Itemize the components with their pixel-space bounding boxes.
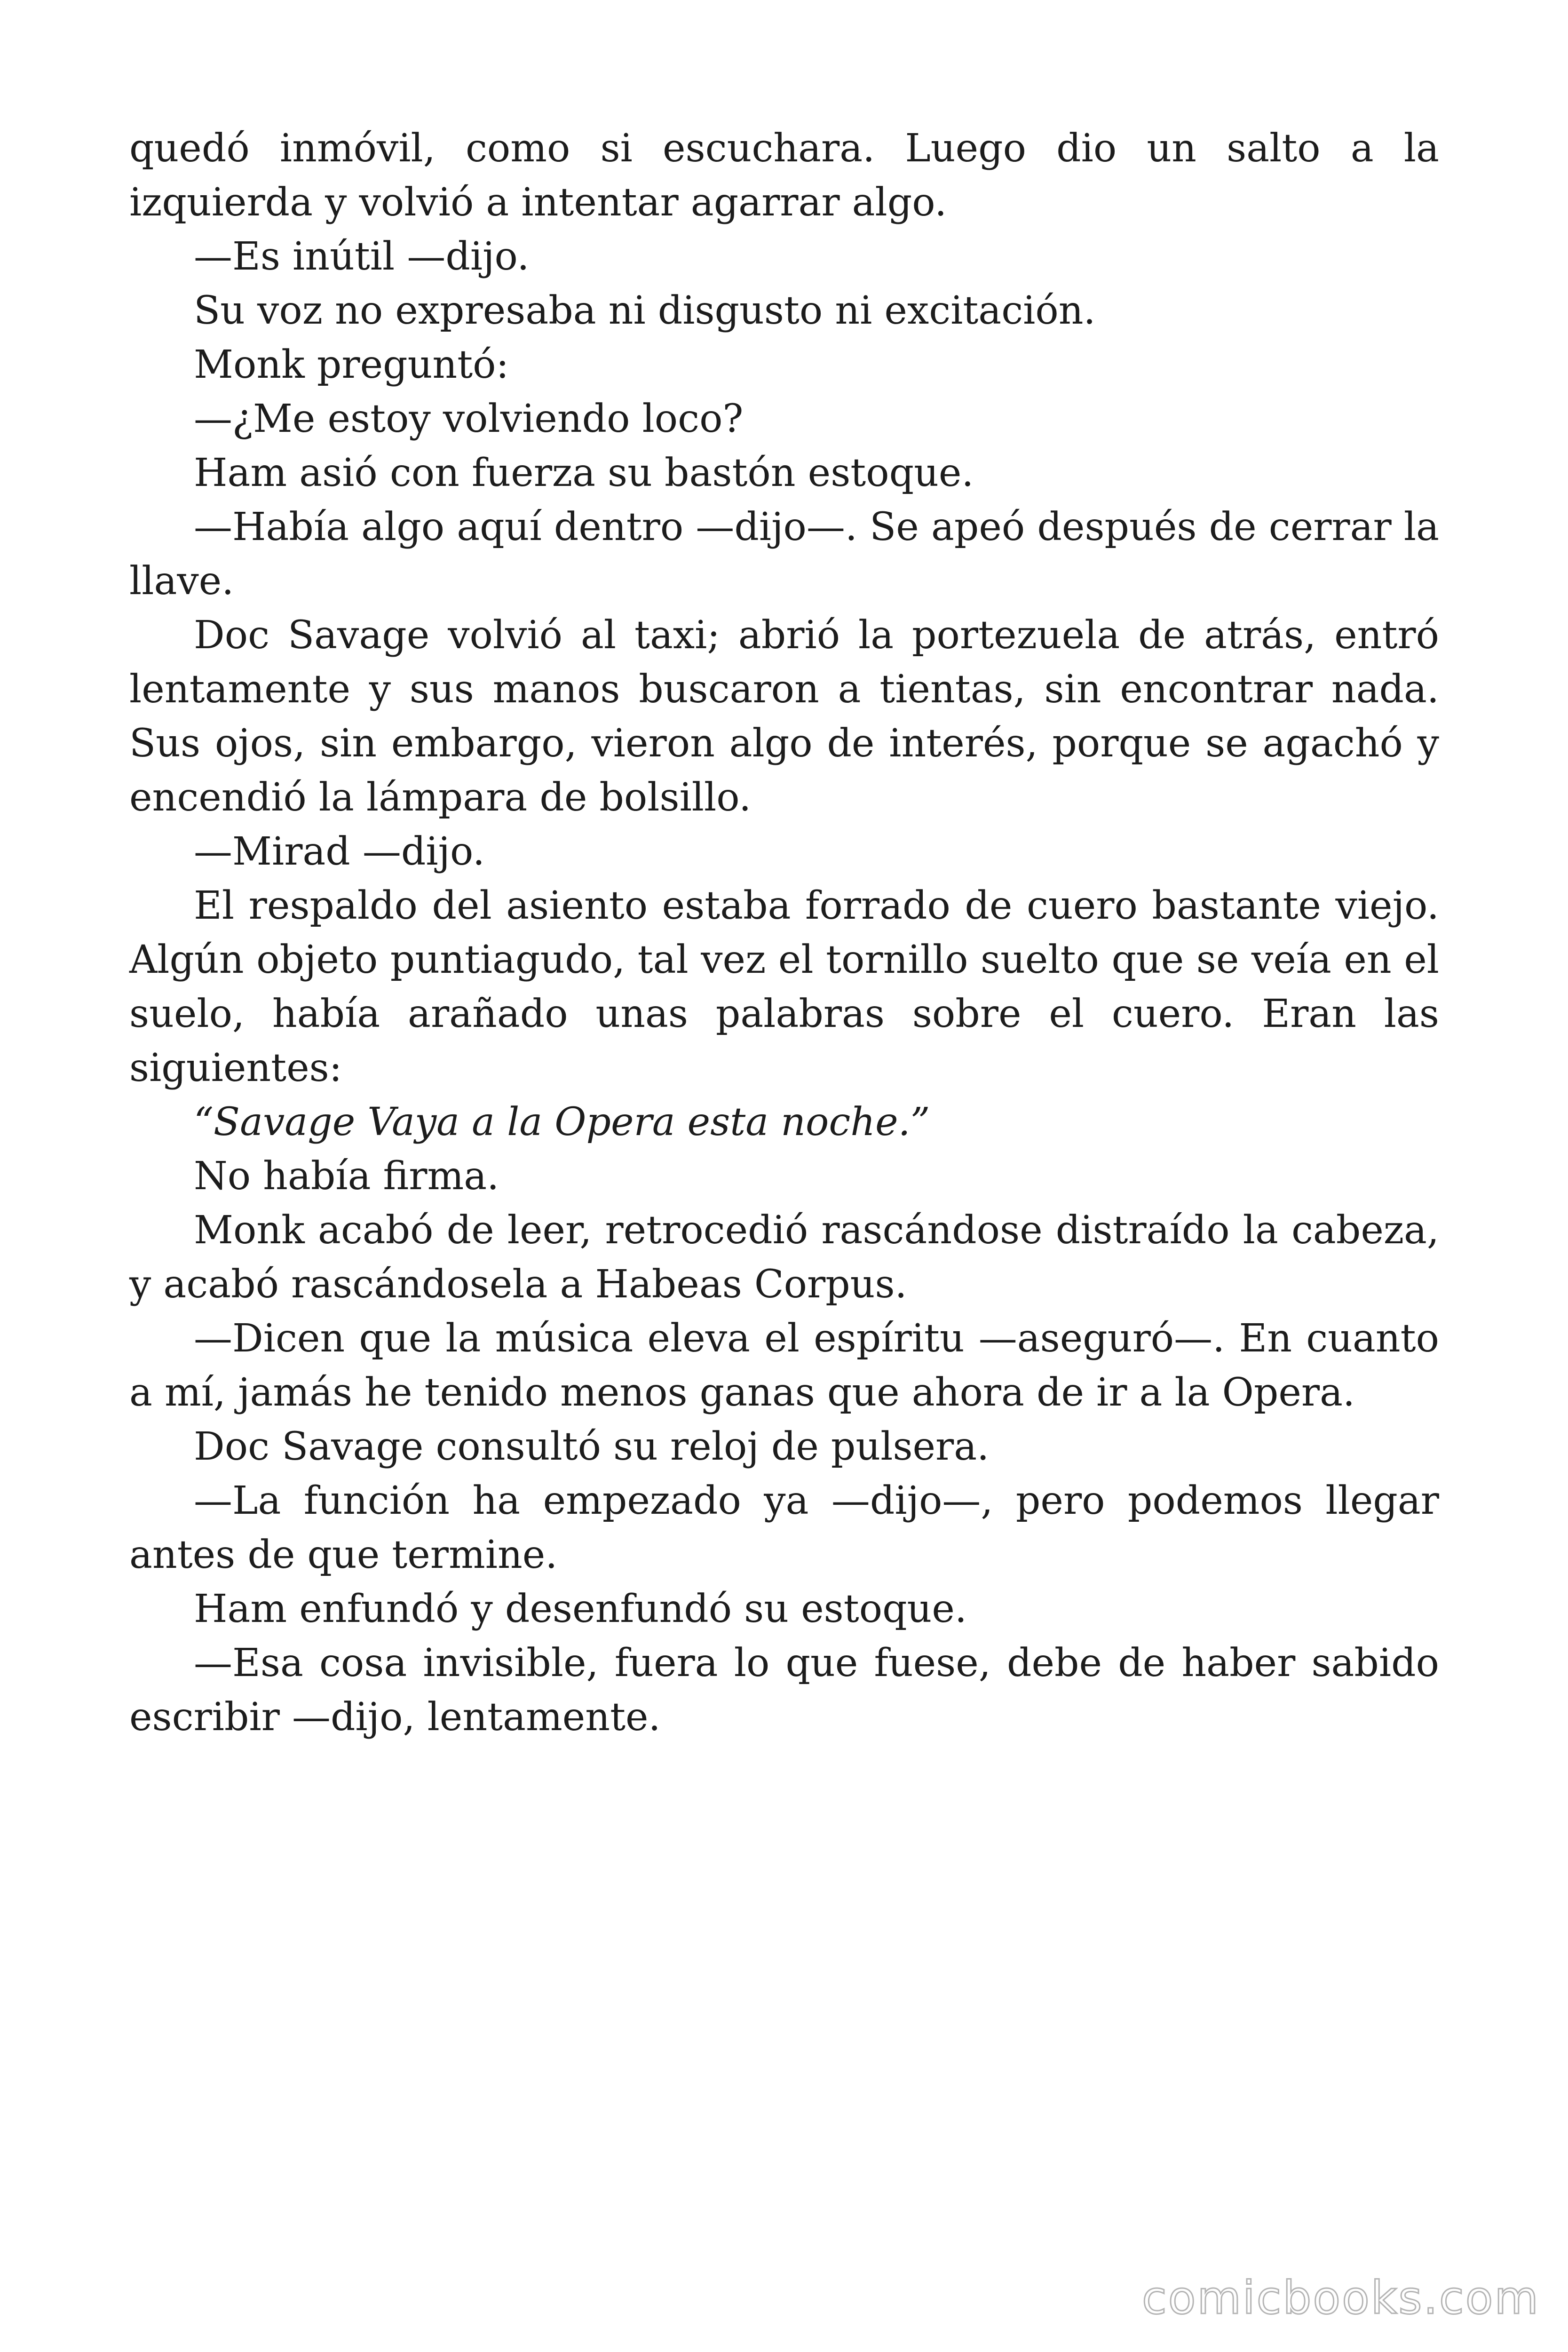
paragraph-17: Ham enfundó y desenfundó su estoque.	[194, 1587, 967, 1631]
paragraph-5: —¿Me estoy volviendo loco?	[194, 397, 744, 441]
paragraph-2: —Es inútil —dijo.	[194, 234, 530, 279]
paragraph-6: Ham asió con fuerza su bastón estoque.	[194, 451, 974, 495]
paragraph-1: quedó inmóvil, como si escuchara. Luego dio un salto a la izquierda y volvió a intentar agarrar algo.	[129, 126, 1439, 225]
page-text	[129, 121, 1439, 1744]
paragraph-8: Doc Savage volvió al taxi; abrió la portezuela de atrás, entró lentamente y sus manos buscaron a tientas, sin encontrar nada. Sus ojos, sin embargo, vieron algo de interés, porque se agachó y encendió la lámpara de bolsillo.	[129, 613, 1439, 820]
paragraph-13: Monk acabó de leer, retrocedió rascándose distraído la cabeza, y acabó rascándosela a Habeas Corpus.	[129, 1208, 1439, 1307]
paragraph-18: —Esa cosa invisible, fuera lo que fuese, debe de haber sabido escribir —dijo, lentamente.	[129, 1641, 1439, 1740]
paragraph-11-inscription: “Savage Vaya a la Opera esta noche.”	[194, 1100, 930, 1144]
paragraph-12: No había firma.	[194, 1154, 499, 1199]
paragraph-3: Su voz no expresaba ni disgusto ni excitación.	[194, 288, 1096, 333]
paragraph-9: —Mirad —dijo.	[194, 829, 485, 874]
paragraph-10: El respaldo del asiento estaba forrado de cuero bastante viejo. Algún objeto puntiagudo, tal vez el tornillo suelto que se veía en el suelo, había arañado unas palabras sobre el cuero. Eran las siguientes:	[129, 883, 1439, 1090]
paragraph-15: Doc Savage consultó su reloj de pulsera.	[194, 1424, 990, 1469]
paragraph-16: —La función ha empezado ya —dijo—, pero podemos llegar antes de que termine.	[129, 1478, 1439, 1577]
paragraph-14: —Dicen que la música eleva el espíritu —aseguró—. En cuanto a mí, jamás he tenido menos ganas que ahora de ir a la Opera.	[129, 1316, 1439, 1415]
watermark-text: comicbooks.com	[1141, 2272, 1540, 2324]
paragraph-7: —Había algo aquí dentro —dijo—. Se apeó después de cerrar la llave.	[129, 505, 1439, 604]
paragraph-4: Monk preguntó:	[194, 342, 509, 387]
